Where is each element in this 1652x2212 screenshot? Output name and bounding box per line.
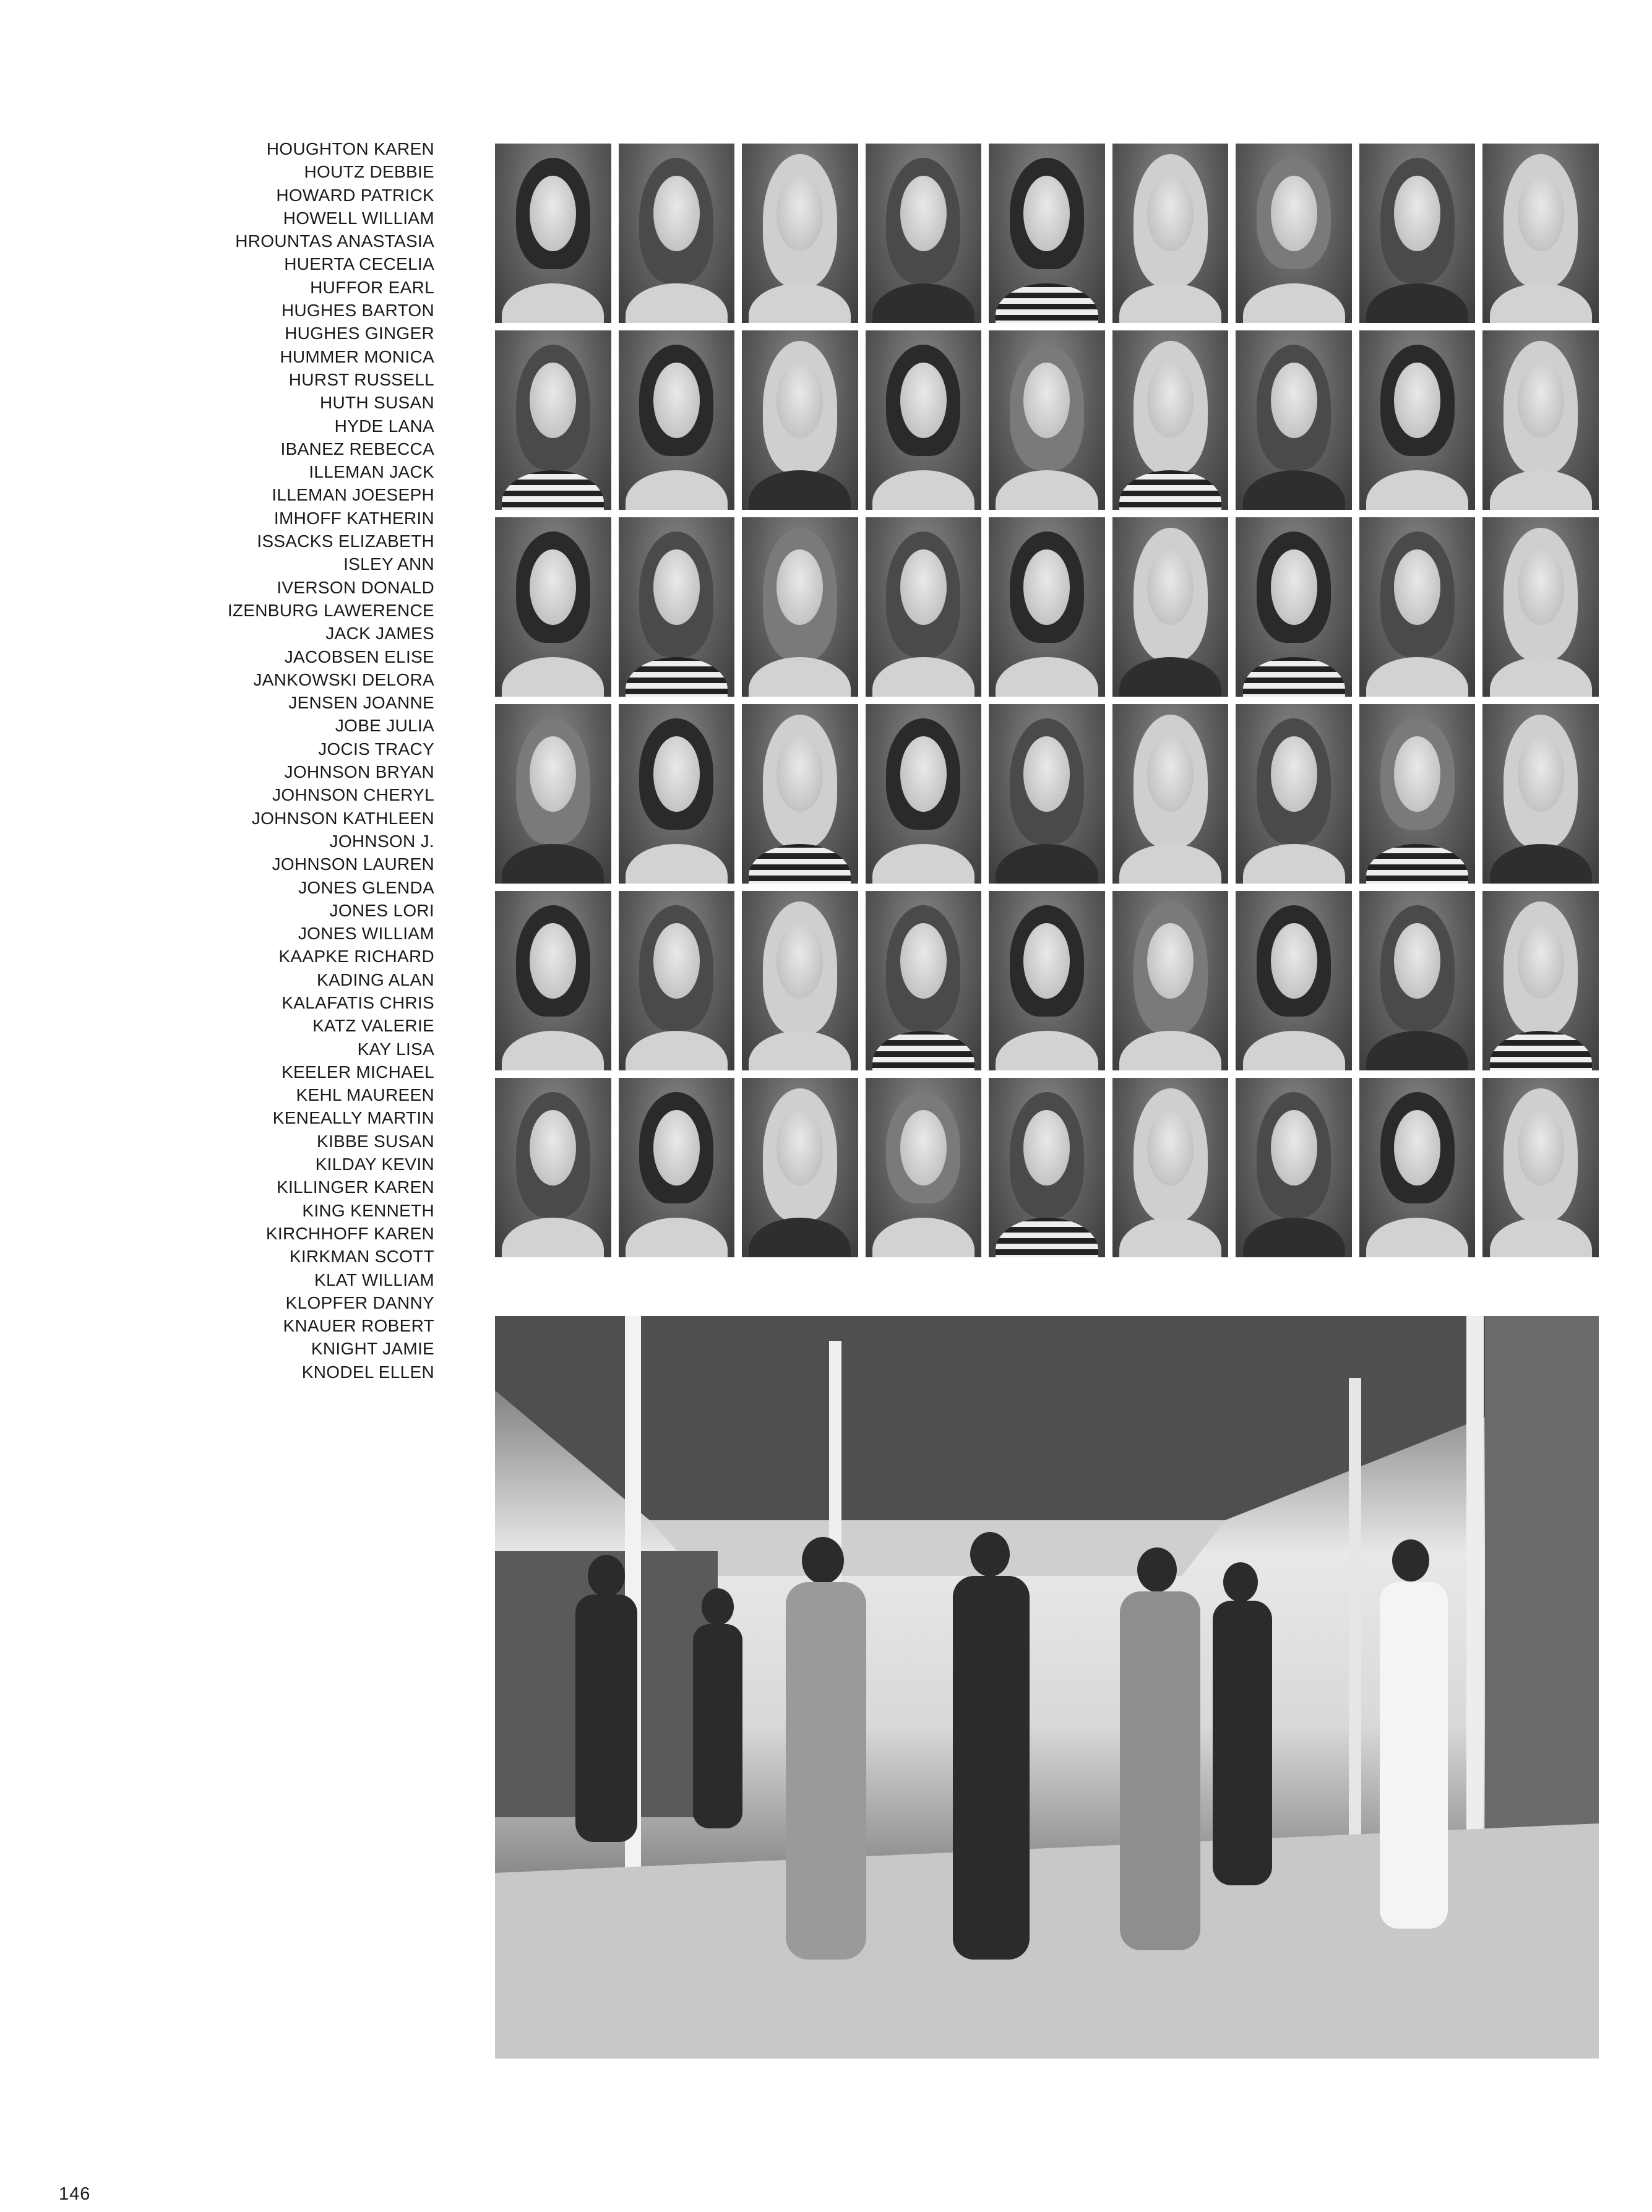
student-portrait: [866, 144, 982, 323]
student-name: JOHNSON LAUREN: [272, 854, 434, 874]
student-name: KILLINGER KAREN: [276, 1177, 434, 1197]
student-name: JOHNSON KATHLEEN: [251, 808, 434, 828]
student-name: JOHNSON J.: [329, 831, 434, 851]
student-portrait: [1112, 1078, 1229, 1257]
student-name: KLAT WILLIAM: [314, 1270, 434, 1289]
student-name: IZENBURG LAWERENCE: [227, 600, 434, 620]
student-portrait: [989, 1078, 1105, 1257]
student-name: HUGHES GINGER: [285, 324, 434, 343]
student-portrait: [1236, 144, 1352, 323]
student-name: JONES WILLIAM: [298, 924, 434, 944]
student-portrait: [866, 517, 982, 697]
student-name: IMHOFF KATHERIN: [273, 508, 434, 528]
portrait-grid: [495, 144, 1599, 1257]
student-name: KLOPFER DANNY: [285, 1293, 434, 1312]
student-portrait: [989, 704, 1105, 884]
student-portrait: [619, 891, 735, 1070]
student-portrait: [1482, 1078, 1599, 1257]
student-name: KAAPKE RICHARD: [278, 947, 434, 966]
student-name: KIBBE SUSAN: [316, 1131, 434, 1151]
student-portrait: [495, 517, 611, 697]
student-name: HUERTA CECELIA: [284, 254, 434, 274]
student-name: JONES GLENDA: [298, 877, 434, 897]
student-portrait: [989, 517, 1105, 697]
student-portrait: [1112, 891, 1229, 1070]
student-name: IVERSON DONALD: [277, 577, 434, 597]
student-portrait: [495, 1078, 611, 1257]
student-portrait: [495, 704, 611, 884]
student-name: KALAFATIS CHRIS: [282, 992, 434, 1012]
student-name: KNODEL ELLEN: [301, 1362, 434, 1382]
student-portrait: [619, 330, 735, 510]
student-name: JOCIS TRACY: [318, 739, 434, 759]
student-name: HOWARD PATRICK: [276, 185, 434, 205]
student-portrait: [742, 517, 858, 697]
student-portrait: [1236, 330, 1352, 510]
student-portrait: [619, 1078, 735, 1257]
student-portrait: [1112, 330, 1229, 510]
student-name: HOUGHTON KAREN: [266, 139, 434, 158]
student-name: ILLEMAN JACK: [309, 462, 434, 482]
student-portrait: [1236, 517, 1352, 697]
student-portrait: [866, 330, 982, 510]
student-portrait: [742, 1078, 858, 1257]
student-name: HURST RUSSELL: [288, 369, 434, 389]
student-portrait: [1482, 891, 1599, 1070]
page-number: 146: [59, 2184, 91, 2204]
hallway-photo-image: [495, 1316, 1599, 2059]
student-name: KIRKMAN SCOTT: [289, 1247, 434, 1267]
student-name: ISLEY ANN: [343, 554, 434, 574]
student-portrait: [866, 891, 982, 1070]
student-portrait: [495, 144, 611, 323]
student-portrait: [1112, 704, 1229, 884]
student-portrait: [742, 891, 858, 1070]
student-name: KATZ VALERIE: [312, 1016, 434, 1036]
student-portrait: [742, 330, 858, 510]
student-portrait: [742, 704, 858, 884]
student-name: HYDE LANA: [334, 416, 434, 436]
student-name: ISSACKS ELIZABETH: [257, 531, 434, 551]
student-name: IBANEZ REBECCA: [280, 439, 434, 458]
student-portrait: [495, 891, 611, 1070]
student-name: KEHL MAUREEN: [296, 1085, 434, 1105]
student-portrait: [1359, 330, 1476, 510]
student-name-list: [186, 137, 434, 1384]
student-name: ILLEMAN JOESEPH: [272, 485, 434, 505]
student-portrait: [1359, 891, 1476, 1070]
student-portrait: [1236, 891, 1352, 1070]
student-portrait: [1112, 517, 1229, 697]
student-name: KEELER MICHAEL: [282, 1062, 434, 1082]
student-name: KNIGHT JAMIE: [311, 1339, 434, 1359]
student-portrait: [742, 144, 858, 323]
student-name: HOWELL WILLIAM: [283, 208, 434, 228]
student-name: KNAUER ROBERT: [283, 1316, 434, 1336]
student-portrait: [989, 891, 1105, 1070]
student-name: KAY LISA: [357, 1039, 434, 1059]
student-name: HROUNTAS ANASTASIA: [235, 231, 434, 251]
student-portrait: [619, 704, 735, 884]
student-name: JOHNSON BRYAN: [284, 762, 434, 782]
student-portrait: [1482, 704, 1599, 884]
student-name: JENSEN JOANNE: [288, 693, 434, 713]
student-name: HOUTZ DEBBIE: [304, 162, 434, 182]
student-portrait: [1359, 144, 1476, 323]
student-portrait: [1359, 517, 1476, 697]
student-portrait: [1482, 517, 1599, 697]
student-portrait: [1482, 330, 1599, 510]
student-name: KADING ALAN: [316, 970, 434, 989]
student-portrait: [866, 1078, 982, 1257]
student-name: KIRCHHOFF KAREN: [265, 1223, 434, 1243]
student-portrait: [495, 330, 611, 510]
student-name: JOBE JULIA: [335, 716, 434, 736]
student-portrait: [866, 704, 982, 884]
student-portrait: [1359, 1078, 1476, 1257]
student-name: JANKOWSKI DELORA: [253, 669, 434, 689]
student-portrait: [1236, 1078, 1352, 1257]
student-portrait: [1482, 144, 1599, 323]
student-portrait: [1112, 144, 1229, 323]
student-name: KENEALLY MARTIN: [272, 1108, 434, 1128]
student-name: HUTH SUSAN: [319, 393, 434, 413]
student-name: JOHNSON CHERYL: [272, 785, 434, 805]
student-name: KILDAY KEVIN: [315, 1155, 434, 1174]
student-portrait: [1236, 704, 1352, 884]
student-name: JACOBSEN ELISE: [284, 647, 434, 666]
student-name: JACK JAMES: [325, 624, 434, 643]
student-name: JONES LORI: [329, 900, 434, 920]
student-name: HUMMER MONICA: [280, 346, 434, 366]
hallway-photo: [495, 1316, 1599, 2059]
student-portrait: [989, 330, 1105, 510]
student-portrait: [619, 517, 735, 697]
student-name: HUGHES BARTON: [281, 301, 434, 321]
student-name: KING KENNETH: [302, 1200, 434, 1220]
student-name: HUFFOR EARL: [310, 277, 434, 297]
student-portrait: [619, 144, 735, 323]
student-portrait: [989, 144, 1105, 323]
student-portrait: [1359, 704, 1476, 884]
